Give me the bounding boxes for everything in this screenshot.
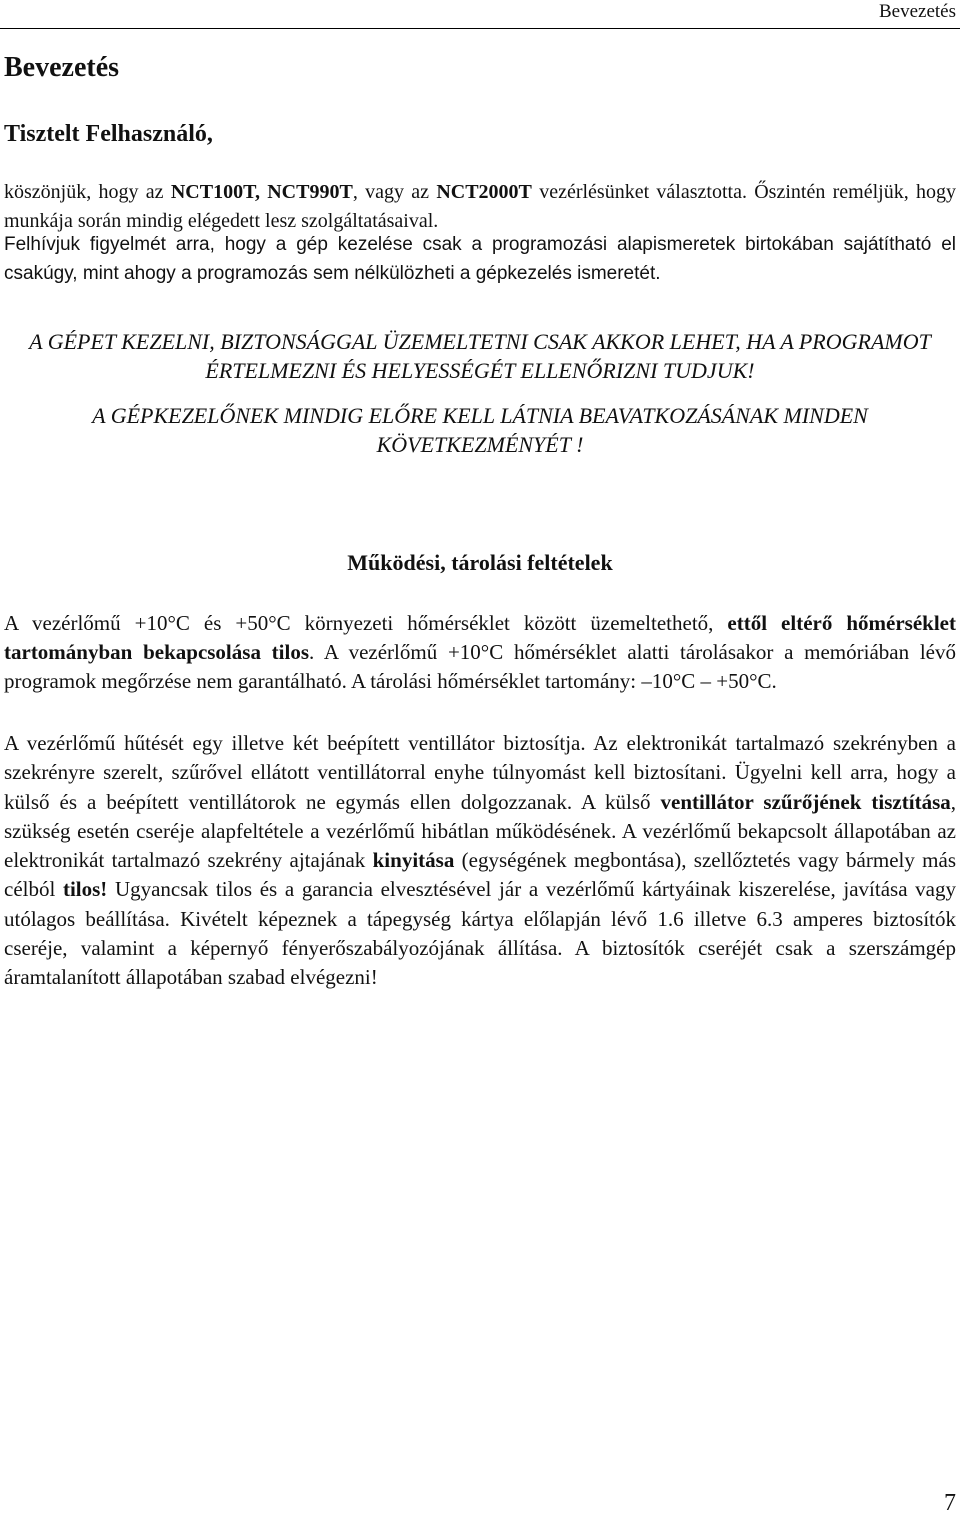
operating-paragraph: A vezérlőmű +10°C és +50°C környezeti hőmérséklet között üzemeltethető, ettől eltérő hőmérséklet tartományban bekapcsolása tilos. A vezérlőmű +10°C hőmérséklet alatti tárolásakor a memóriában lévő programok megőrzése nem garantálható. A tárolási hőmérséklet tartomány: –10°C – +50°C.: [4, 611, 956, 693]
header-rule: [0, 28, 960, 29]
running-header: Bevezetés: [878, 1, 956, 22]
operating-conditions-title: Működési, tárolási feltételek: [347, 550, 613, 575]
intro-paragraph: köszönjük, hogy az NCT100T, NCT990T, vagy az NCT2000T vezérlésünket választotta. Őszintén reméljük, hogy munkája során mindig elégedett lesz szolgáltatásaival.: [4, 181, 957, 232]
page-number: 7: [944, 1490, 956, 1516]
controller-model-bold: NCT2000T: [436, 181, 532, 203]
warning-1: A GÉPET KEZELNI, BIZTONSÁGGAL ÜZEMELTETNI CSAK AKKOR LEHET, HA A PROGRAMOT ÉRTELMEZNI ÉS HELYESSÉGÉT ELLENŐRIZNI TUDJUK!: [29, 329, 931, 383]
temperature-warning-bold: ettől eltérő hőmérséklet tartományban bekapcsolása tilos: [4, 611, 956, 664]
warning-2: A GÉPKEZELŐNEK MINDIG ELŐRE KELL LÁTNIA BEAVATKOZÁSÁNAK MINDEN KÖVETKEZMÉNYÉT !: [92, 403, 868, 457]
cooling-paragraph: A vezérlőmű hűtését egy illetve két beépített ventillátor biztosítja. Az elektronikát tartalmazó szekrényben a szekrényre szerelt, szűrővel ellátott ventillátorral enyhe túlnyomást kell biztosítani. Ügyelni kell arra, hogy a külső és a beépített ventillátorok ne egymás ellen dolgozzanak. A külső ventillátor szűrőjének tisztítása, szükség esetén cseréje alapfeltétele a vezérlőmű hibátlan működésének. A vezérlőmű bekapcsolt állapotában az elektronikát tartalmazó szekrény ajtajának kinyitása (egységének megbontása), szellőztetés vagy bármely más célból tilos! Ugyancsak tilos és a garancia elvesztésével jár a vezérlőmű kártyáinak kiszerelése, javítása vagy utólagos beállítása. Kivételt képeznek a tápegység kártya előlapján lévő 1.6 illetve 6.3 amperes biztosítók cseréje, valamint a képernyő fényerőszabályozójának állítása. A biztosítók cseréjét csak a szerszámgép áramtalanított állapotában szabad elvégezni!: [4, 731, 957, 990]
notice-paragraph: Felhívjuk figyelmét arra, hogy a gép kezelése csak a programozási alapismeretek birtokában sajátítható el csakúgy, mint ahogy a programozás sem nélkülözheti a gépkezelés ismeretét.: [4, 234, 956, 284]
opening-bold: kinyitása: [372, 848, 455, 873]
section-title: Bevezetés: [4, 52, 120, 83]
salutation: Tisztelt Felhasználó,: [4, 121, 213, 147]
forbidden-bold: tilos!: [62, 877, 108, 902]
filter-cleaning-bold: ventillátor szűrőjének tisztítása: [660, 789, 951, 814]
controller-models-bold: NCT100T, NCT990T: [170, 181, 353, 203]
